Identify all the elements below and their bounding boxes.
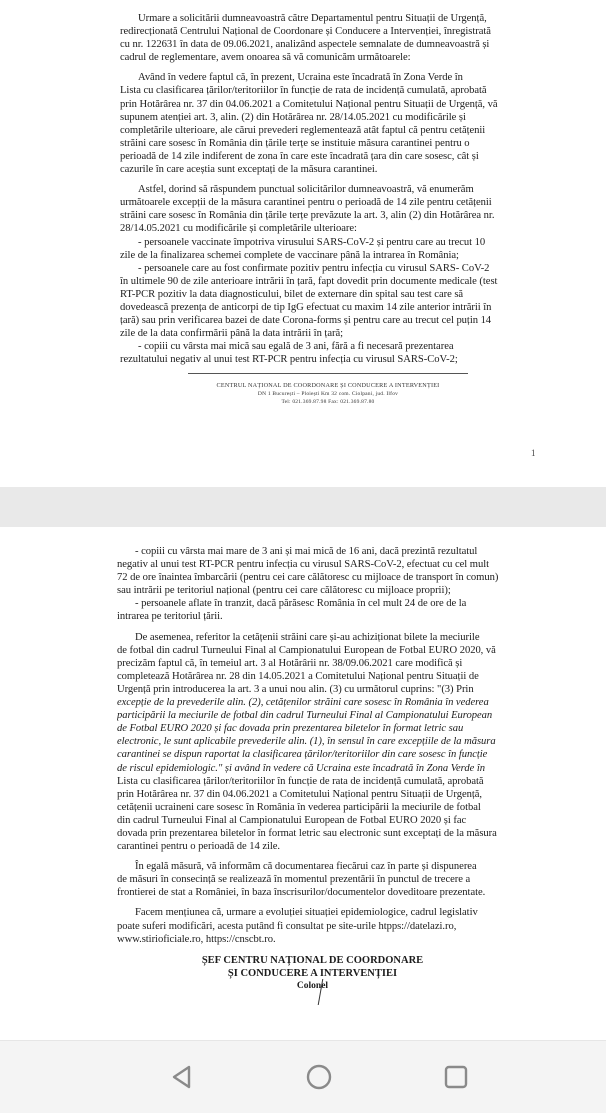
text-line: carantinei pentru o perioadă de 14 zile. — [117, 841, 281, 853]
text-line: perioadă de 14 zile indiferent de zona în care este încadrată țara din care sosesc, cât și — [120, 150, 479, 162]
text-line: Lista cu clasificarea țărilor/teritoriilor în funcție de rata de incidență cumulată, aprobată — [117, 775, 484, 787]
text-line: străini care sosesc în România din țările terțe prevăzute la art. 3, alin (2) din Hotărârea nr. — [120, 210, 495, 222]
footer-divider — [188, 373, 468, 374]
text-line: În egală măsură, vă informăm că documentarea fiecărui caz în parte și dispunerea — [135, 861, 477, 873]
footer-address: DN 1 București – Ploiești Km 32 com. Ciolpani, jud. Ilfov — [257, 391, 399, 398]
page-2-body — [117, 545, 538, 946]
text-line: de riscul epidemiologic." și având în vedere că Ucraina este încadrată în Zona Verde în — [117, 762, 485, 774]
page-gap — [0, 487, 606, 527]
text-line: RT-PCR pozitiv la data diagnosticului, bilet de externare din spital sau test care să — [120, 288, 464, 300]
text-line: Astfel, dorind să răspundem punctual solicitărilor dumneavoastră, vă enumerăm — [138, 184, 474, 196]
text-line: prin Hotărârea nr. 37 din 04.06.2021 a Comitetului Național pentru Situații de Urgență, — [117, 788, 482, 800]
text-line: redirecționată Centrului Național de Coordonare și Conducere a Intervenției, înregistrată — [120, 26, 491, 38]
text-line: De asemenea, referitor la cetățenii străini care și-au achiziționat bilete la meciurile — [135, 631, 480, 643]
text-line: poate suferi modificări, acesta putând fi consultat pe site-urile htpps://datelazi.ro, — [117, 920, 457, 932]
text-line: completează Hotărârea nr. 28 din 14.05.2021 a Comitetului Național pentru Situații de — [117, 670, 479, 682]
text-line: cazurile în care aceștia sunt exceptați de la măsura carantinei. — [120, 164, 378, 176]
text-line: zile de la data confirmării până la data intrării în țară; — [120, 328, 343, 340]
paragraph — [120, 183, 536, 366]
text-line: completările ulterioare, ale cărui prevederi reglementează atât faptul că pentru cetățenii — [120, 124, 486, 136]
text-line: Urgență prin introducerea la art. 3 a unui nou alin. (3) cu următorul cuprins: "(3) Prin — [117, 683, 474, 695]
signature-title-line-1: ȘEF CENTRU NAȚIONAL DE COORDONARE — [201, 954, 424, 966]
signature-title-line-2: ȘI CONDUCERE A INTERVENȚIEI — [227, 967, 398, 979]
text-line: electronic, le sunt aplicabile prevederile alin. (1), în sensul în care excepțiile de la măsura — [117, 736, 496, 748]
handwritten-signature-mark — [318, 979, 337, 1005]
signature-rank: Colonel — [296, 980, 329, 991]
text-line: negativ al unui test RT-PCR pentru infecția cu virusul SARS-CoV-2, efectuat cu cel mult — [117, 559, 490, 571]
circle-home-icon[interactable] — [301, 1059, 337, 1095]
text-line: sau intrării pe teritoriul național (pentru cei care călătoresc cu mijloace proprii); — [117, 585, 451, 597]
square-recent-icon[interactable] — [438, 1059, 474, 1095]
text-line: Având în vedere faptul că, în prezent, Ucraina este încadrată în Zona Verde în — [138, 72, 463, 84]
footer-org: CENTRUL NAȚIONAL DE COORDONARE ȘI CONDUCERE A INTERVENȚIEI — [216, 382, 440, 390]
text-line: excepție de la prevederile alin. (2), cetățenilor străini care sosesc în România în vederea — [117, 697, 489, 709]
paragraph — [117, 906, 538, 945]
text-line: - copiii cu vârsta mai mare de 3 ani și mai mică de 16 ani, dacă prezintă rezultatul — [135, 546, 478, 557]
text-line: zile de la finalizarea schemei complete de vaccinare până la intrarea în România; — [120, 249, 459, 261]
text-line: 72 de ore înaintea îmbarcării (pentru cei care călătoresc cu mijloace de transport în comun) — [117, 572, 499, 584]
text-line: țară) sau prin verificarea bazei de date Corona-forms și pentru care au trecut cel puțin 14 — [120, 315, 492, 327]
text-line: frontierei de stat a României, în baza înscrisurilor/documentelor doveditoare prezentate. — [117, 887, 486, 899]
text-line: - copiii cu vârsta mai mică sau egală de 3 ani, fără a fi necesară prezentarea — [138, 341, 454, 353]
text-line: în ultimele 90 de zile anterioare intrării în țară, fapt dovedit prin documente medicale (test — [120, 275, 498, 287]
text-line: următoarele excepții de la măsura carantinei pentru o perioadă de 14 zile pentru cetățenii — [120, 197, 492, 209]
text-line: supunem atenției art. 3, alin. (2) din Hotărârea nr. 28/14.05.2021 cu modificările și — [120, 111, 466, 123]
text-line: Urmare a solicitării dumneavoastră către Departamentul pentru Situații de Urgență, — [138, 13, 487, 24]
page-1-body — [120, 12, 536, 366]
text-line: precizăm faptul că, în temeiul art. 3 al Hotărârii nr. 38/09.06.2021 care modifică și — [117, 657, 463, 669]
document-page-1 — [0, 0, 606, 487]
text-line: dovedească prezența de anticorpi de tip IgG efectuat cu maxim 14 zile anterior intrării în — [120, 301, 492, 313]
text-line: 28/14.05.2021 cu modificările și completările ulterioare: — [120, 223, 357, 235]
text-line: - persoanele aflate în tranzit, dacă părăsesc România în cel mult 24 de ore de la — [135, 598, 467, 610]
text-line: Lista cu clasificarea țărilor/teritoriilor în funcție de rata de incidență cumulată, aprobată — [120, 85, 487, 97]
text-line: - persoanele vaccinate împotriva virusului SARS-CoV-2 și pentru care au trecut 10 — [138, 236, 486, 248]
text-line: - persoanele care au fost confirmate pozitiv pentru infecția cu virusul SARS- CoV-2 — [138, 262, 490, 274]
text-line: de măsuri în consecință se realizează în momentul prezentării în punctul de trecere a — [117, 874, 471, 886]
text-line: carantinei se dispun raportat la clasificarea țărilor/teritoriilor din care sosesc în funcție — [117, 749, 488, 761]
paragraph — [117, 545, 538, 624]
paragraph — [117, 631, 538, 854]
text-line: de Fotbal EURO 2020 și fac dovada prin prezentarea biletelor în format letric sau — [117, 723, 464, 735]
text-line: prin Hotărârea nr. 37 din 04.06.2021 a Comitetului Național pentru Situații de Urgență, vă — [120, 98, 498, 110]
page-footer — [120, 382, 536, 406]
text-line: www.stirioficiale.ro, https://cnscbt.ro. — [117, 933, 276, 945]
android-navigation-bar — [0, 1040, 606, 1113]
page-number: 1 — [531, 448, 536, 458]
text-line: cu nr. 122631 în data de 09.06.2021, analizând aspectele semnalate de dumneavoastră și — [120, 39, 490, 51]
paragraph — [120, 12, 536, 64]
text-line: din cadrul Turneului Final al Campionatului European de Fotbal EURO 2020 și fac — [117, 814, 467, 826]
text-line: intrarea pe teritoriul țării. — [117, 611, 223, 623]
triangle-back-icon[interactable] — [164, 1059, 200, 1095]
footer-phone: Tel: 021.369.87.98 Fax: 021.369.87.80 — [281, 399, 375, 406]
text-line: participării la meciurile de fotbal din cadrul Turneului Final al Campionatului European — [117, 710, 493, 722]
text-line: rezultatului negativ al unui test RT-PCR pentru infecția cu virusul SARS-CoV-2; — [120, 354, 458, 366]
text-line: dovada prin prezentarea biletelor în format letric sau electronic sunt exceptați de la măsura — [117, 827, 497, 839]
document-page-2 — [0, 527, 606, 1040]
text-line: cetățenii ucraineni care sosesc în România în vederea participării la meciurile de fotbal — [117, 801, 481, 813]
text-line: străini care sosesc în România din țările terțe se instituie măsura carantinei pentru o — [120, 137, 470, 149]
text-line: cadrul de reglementare, avem onoarea să vă comunicăm următoarele: — [120, 52, 411, 64]
paragraph — [117, 860, 538, 899]
text-line: Facem mențiunea că, urmare a evoluției situației epidemiologice, cadrul legislativ — [135, 907, 478, 919]
text-line: de fotbal din cadrul Turneului Final al Campionatului European de Fotbal EURO 2020, vă — [117, 644, 496, 656]
paragraph — [120, 71, 536, 176]
